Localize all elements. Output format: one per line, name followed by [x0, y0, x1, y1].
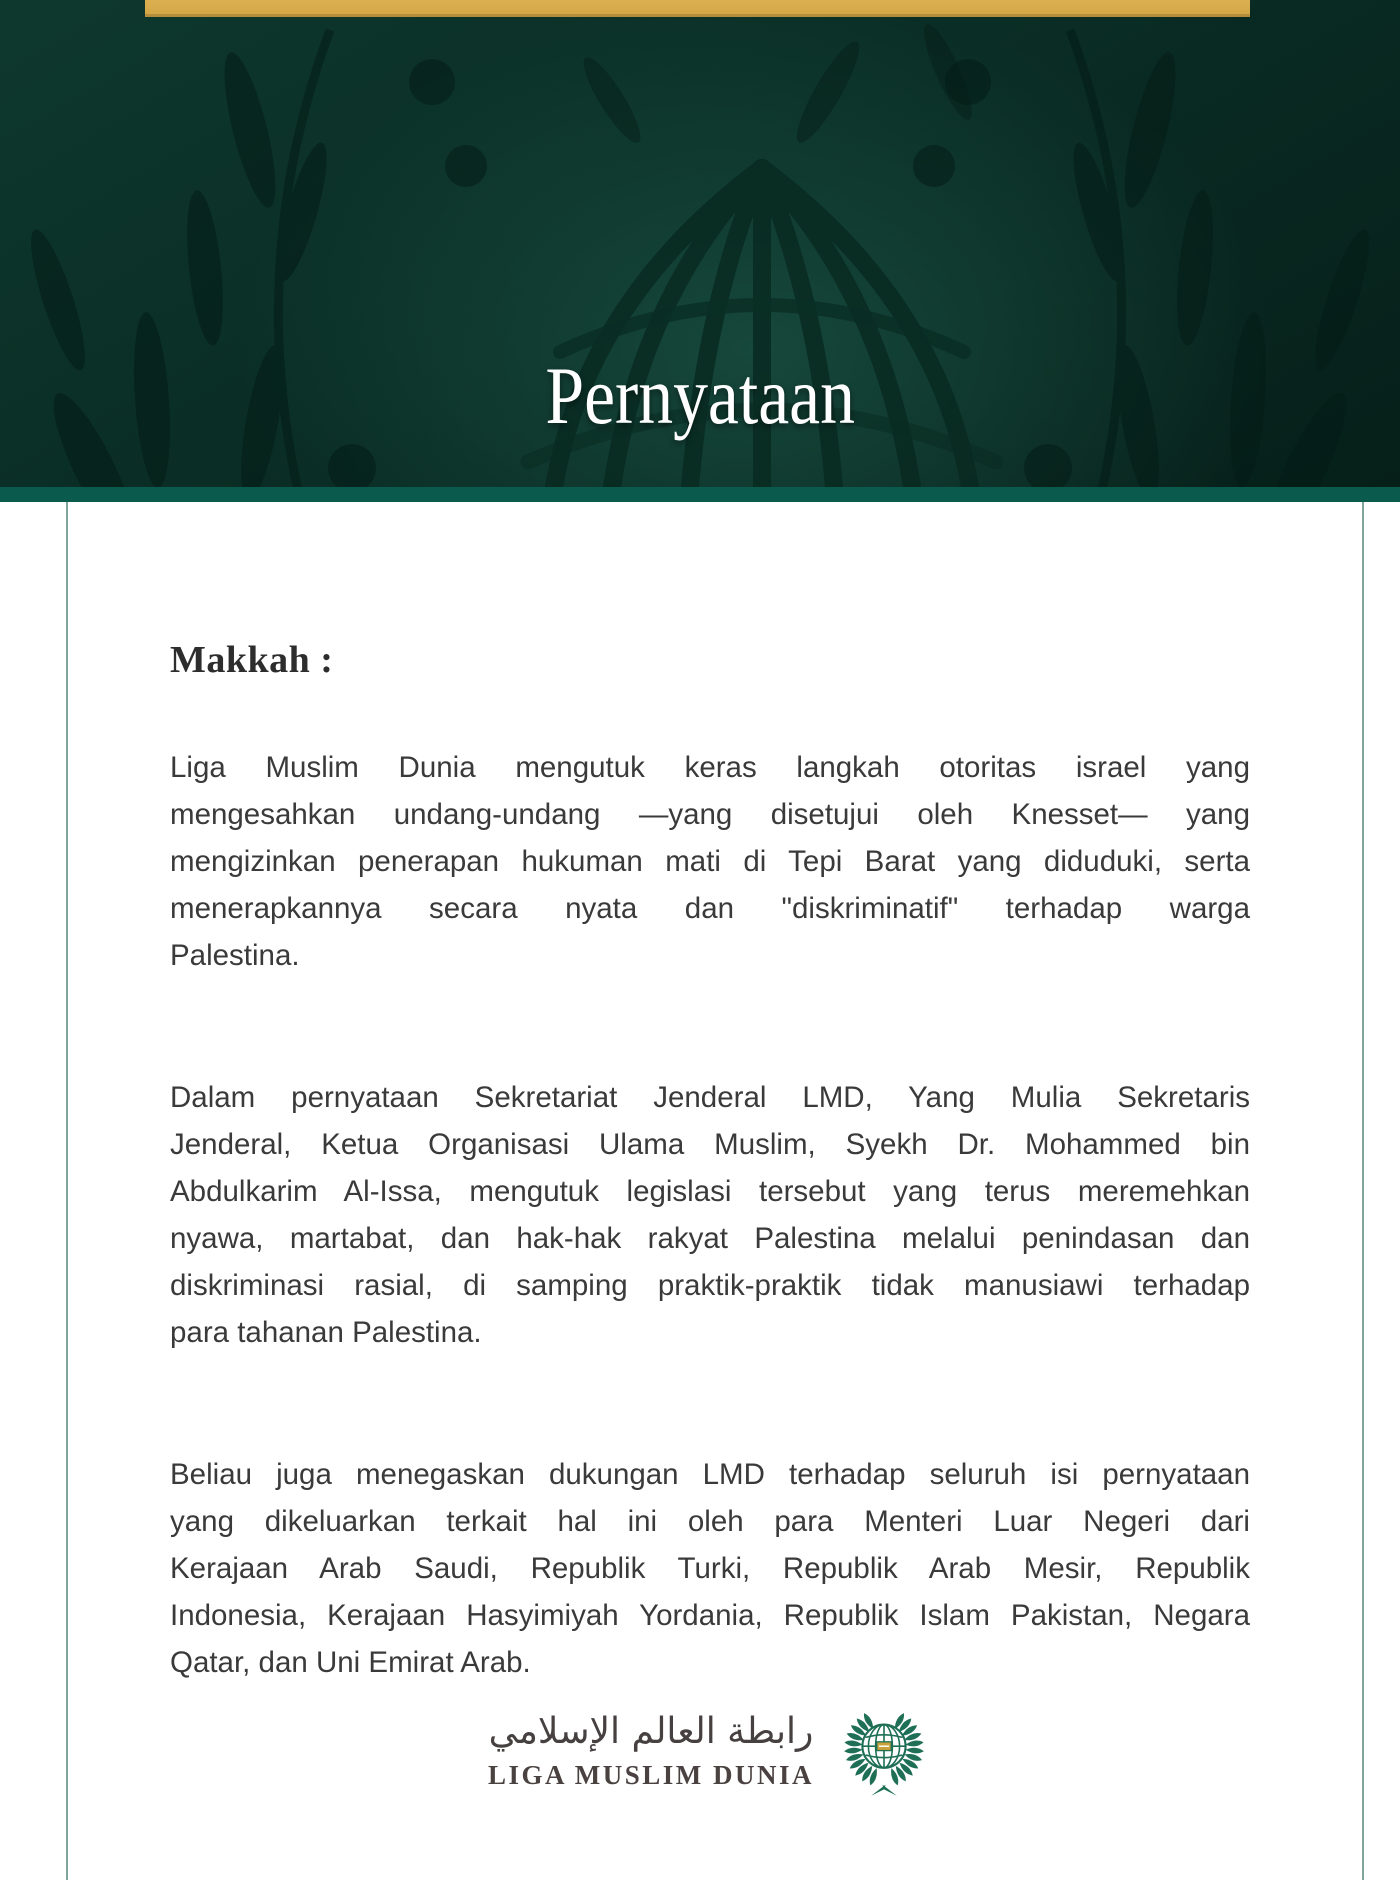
content-panel [0, 502, 1400, 1880]
paragraph-line: Palestina. [170, 939, 300, 972]
paragraph-line: Beliau juga menegaskan dukungan LMD terhadap seluruh isi pernyataan [170, 1458, 1250, 1491]
paragraph-line: para tahanan Palestina. [170, 1316, 482, 1349]
paragraph-line: Abdulkarim Al-Issa, mengutuk legislasi tersebut yang terus meremehkan [170, 1175, 1250, 1208]
paragraph-line: Qatar, dan Uni Emirat Arab. [170, 1646, 531, 1679]
left-rule-line [66, 502, 68, 1880]
paragraph-line: Jenderal, Ketua Organisasi Ulama Muslim, Syekh Dr. Mohammed bin [170, 1128, 1250, 1161]
paragraph-line: menerapkannya secara nyata dan "diskriminatif" terhadap warga [170, 892, 1250, 925]
globe [862, 1725, 905, 1768]
statement-paragraph [170, 744, 1250, 979]
organization-name: LIGA MUSLIM DUNIA [487, 1759, 815, 1790]
right-rule-line [1362, 502, 1364, 1880]
header-banner [0, 0, 1400, 487]
laurel-wreath-globe-emblem-icon [836, 1700, 932, 1802]
paragraph-line: Kerajaan Arab Saudi, Republik Turki, Republik Arab Mesir, Republik [170, 1552, 1250, 1585]
teal-divider [0, 487, 1400, 502]
paragraph-line: Indonesia, Kerajaan Hasyimiyah Yordania, Republik Islam Pakistan, Negara [170, 1599, 1250, 1632]
location-heading: Makkah : [170, 639, 334, 681]
arabic-calligraphy: رابطة العالم الإسلامي [488, 1711, 814, 1753]
logo-text-block [488, 1711, 814, 1790]
paragraph-line: Dalam pernyataan Sekretariat Jenderal LMD, Yang Mulia Sekretaris [170, 1081, 1250, 1114]
paragraph-line: mengizinkan penerapan hukuman mati di Tepi Barat yang diduduki, serta [170, 845, 1250, 878]
mwl-logo [170, 1700, 1250, 1802]
statement-paragraph [170, 1074, 1250, 1356]
paragraph-line: yang dikeluarkan terkait hal ini oleh para Menteri Luar Negeri dari [170, 1505, 1250, 1538]
page-title: Pernyataan [545, 350, 855, 441]
paragraph-line: mengesahkan undang-undang —yang disetujui oleh Knesset— yang [170, 798, 1250, 831]
statement-paragraph [170, 1451, 1250, 1686]
paragraph-line: Liga Muslim Dunia mengutuk keras langkah otoritas israel yang [170, 751, 1250, 784]
paragraph-line: nyawa, martabat, dan hak-hak rakyat Palestina melalui penindasan dan [170, 1222, 1250, 1255]
statement-paragraphs [170, 744, 1250, 1686]
paragraph-line: diskriminasi rasial, di samping praktik-praktik tidak manusiawi terhadap [170, 1269, 1250, 1302]
gold-accent-bar [145, 0, 1250, 17]
